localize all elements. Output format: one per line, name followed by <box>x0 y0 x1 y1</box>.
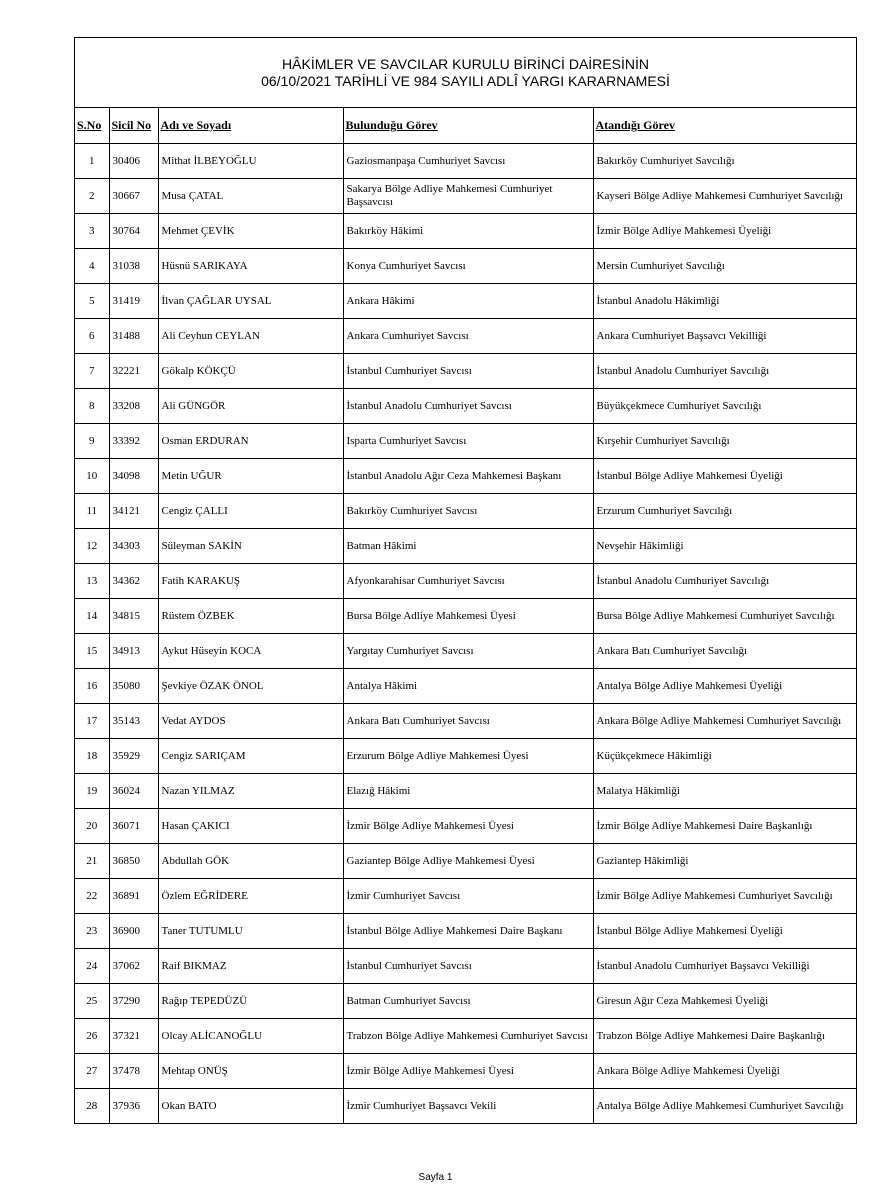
row-assigned-position: İstanbul Anadolu Hâkimliği <box>593 284 856 319</box>
row-assigned-position: İstanbul Anadolu Cumhuriyet Başsavcı Vekilliği <box>593 949 856 984</box>
row-assigned-position: Ankara Batı Cumhuriyet Savcılığı <box>593 634 856 669</box>
row-name: Rağıp TEPEDÜZÜ <box>158 984 343 1019</box>
row-sicil-no: 33392 <box>109 424 158 459</box>
row-sno: 6 <box>75 319 109 354</box>
table-row <box>75 249 856 284</box>
row-sno: 17 <box>75 704 109 739</box>
table-row <box>75 214 856 249</box>
row-sno: 22 <box>75 879 109 914</box>
row-sno: 16 <box>75 669 109 704</box>
row-sno: 19 <box>75 774 109 809</box>
row-name: Mehmet ÇEVİK <box>158 214 343 249</box>
row-name: Fatih KARAKUŞ <box>158 564 343 599</box>
row-name: Abdullah GÖK <box>158 844 343 879</box>
row-sicil-no: 37062 <box>109 949 158 984</box>
row-name: Aykut Hüseyin KOCA <box>158 634 343 669</box>
row-current-position: İzmir Bölge Adliye Mahkemesi Üyesi <box>343 809 593 844</box>
row-name: Olcay ALİCANOĞLU <box>158 1019 343 1054</box>
page-number: Sayfa 1 <box>418 1172 453 1183</box>
row-assigned-position: Kırşehir Cumhuriyet Savcılığı <box>593 424 856 459</box>
row-assigned-position: Antalya Bölge Adliye Mahkemesi Cumhuriyet Savcılığı <box>593 1089 856 1124</box>
row-sno: 3 <box>75 214 109 249</box>
table-row <box>75 424 856 459</box>
table-row <box>75 1054 856 1089</box>
row-current-position: Gaziosmanpaşa Cumhuriyet Savcısı <box>343 144 593 179</box>
table-row <box>75 634 856 669</box>
row-current-position: İzmir Bölge Adliye Mahkemesi Üyesi <box>343 1054 593 1089</box>
row-assigned-position: Ankara Bölge Adliye Mahkemesi Cumhuriyet Savcılığı <box>593 704 856 739</box>
decree-frame <box>74 37 857 1124</box>
row-sno: 20 <box>75 809 109 844</box>
row-assigned-position: Mersin Cumhuriyet Savcılığı <box>593 249 856 284</box>
row-name: Süleyman SAKİN <box>158 529 343 564</box>
row-name: Vedat AYDOS <box>158 704 343 739</box>
row-name: Gökalp KÖKÇÜ <box>158 354 343 389</box>
row-sno: 23 <box>75 914 109 949</box>
row-name: Taner TUTUMLU <box>158 914 343 949</box>
row-current-position: İstanbul Bölge Adliye Mahkemesi Daire Başkanı <box>343 914 593 949</box>
row-current-position: İstanbul Anadolu Cumhuriyet Savcısı <box>343 389 593 424</box>
row-assigned-position: İstanbul Anadolu Cumhuriyet Savcılığı <box>593 564 856 599</box>
row-current-position: Ankara Cumhuriyet Savcısı <box>343 319 593 354</box>
row-sicil-no: 30764 <box>109 214 158 249</box>
row-assigned-position: İstanbul Bölge Adliye Mahkemesi Üyeliği <box>593 914 856 949</box>
row-sno: 9 <box>75 424 109 459</box>
row-assigned-position: Trabzon Bölge Adliye Mahkemesi Daire Başkanlığı <box>593 1019 856 1054</box>
table-row <box>75 529 856 564</box>
row-sno: 10 <box>75 459 109 494</box>
table-row <box>75 144 856 179</box>
row-current-position: İstanbul Cumhuriyet Savcısı <box>343 354 593 389</box>
row-name: Metin UĞUR <box>158 459 343 494</box>
row-sicil-no: 36850 <box>109 844 158 879</box>
header-current-position: Bulunduğu Görev <box>343 108 593 144</box>
row-sno: 8 <box>75 389 109 424</box>
row-current-position: Bursa Bölge Adliye Mahkemesi Üyesi <box>343 599 593 634</box>
row-assigned-position: İstanbul Bölge Adliye Mahkemesi Üyeliği <box>593 459 856 494</box>
row-current-position: Sakarya Bölge Adliye Mahkemesi Cumhuriyet Başsavcısı <box>343 179 593 214</box>
row-name: Osman ERDURAN <box>158 424 343 459</box>
row-assigned-position: Giresun Ağır Ceza Mahkemesi Üyeliği <box>593 984 856 1019</box>
row-sno: 27 <box>75 1054 109 1089</box>
row-sicil-no: 35929 <box>109 739 158 774</box>
row-sno: 2 <box>75 179 109 214</box>
row-current-position: Erzurum Bölge Adliye Mahkemesi Üyesi <box>343 739 593 774</box>
row-assigned-position: İzmir Bölge Adliye Mahkemesi Daire Başkanlığı <box>593 809 856 844</box>
document-title <box>75 38 856 108</box>
row-sicil-no: 34362 <box>109 564 158 599</box>
row-current-position: Gaziantep Bölge Adliye Mahkemesi Üyesi <box>343 844 593 879</box>
row-name: Mithat İLBEYOĞLU <box>158 144 343 179</box>
row-current-position: Isparta Cumhuriyet Savcısı <box>343 424 593 459</box>
table-row <box>75 739 856 774</box>
row-sicil-no: 36024 <box>109 774 158 809</box>
row-sno: 7 <box>75 354 109 389</box>
row-sno: 24 <box>75 949 109 984</box>
row-sicil-no: 34303 <box>109 529 158 564</box>
row-name: Cengiz SARIÇAM <box>158 739 343 774</box>
row-sno: 14 <box>75 599 109 634</box>
row-assigned-position: Nevşehir Hâkimliği <box>593 529 856 564</box>
row-assigned-position: Ankara Bölge Adliye Mahkemesi Üyeliği <box>593 1054 856 1089</box>
row-assigned-position: İzmir Bölge Adliye Mahkemesi Cumhuriyet Savcılığı <box>593 879 856 914</box>
table-row <box>75 914 856 949</box>
row-current-position: Bakırköy Cumhuriyet Savcısı <box>343 494 593 529</box>
row-current-position: İzmir Cumhuriyet Başsavcı Vekili <box>343 1089 593 1124</box>
row-sicil-no: 35143 <box>109 704 158 739</box>
row-name: İlvan ÇAĞLAR UYSAL <box>158 284 343 319</box>
row-assigned-position: Erzurum Cumhuriyet Savcılığı <box>593 494 856 529</box>
row-sno: 18 <box>75 739 109 774</box>
row-current-position: Batman Hâkimi <box>343 529 593 564</box>
header-assigned-position: Atandığı Görev <box>593 108 856 144</box>
row-sicil-no: 37478 <box>109 1054 158 1089</box>
row-current-position: İzmir Cumhuriyet Savcısı <box>343 879 593 914</box>
header-name: Adı ve Soyadı <box>158 108 343 144</box>
row-sno: 13 <box>75 564 109 599</box>
row-sno: 4 <box>75 249 109 284</box>
row-sicil-no: 34098 <box>109 459 158 494</box>
row-name: Mehtap ONÜŞ <box>158 1054 343 1089</box>
row-current-position: Ankara Hâkimi <box>343 284 593 319</box>
table-row <box>75 879 856 914</box>
table-row <box>75 179 856 214</box>
table-row <box>75 984 856 1019</box>
table-row <box>75 704 856 739</box>
table-row <box>75 354 856 389</box>
row-assigned-position: Büyükçekmece Cumhuriyet Savcılığı <box>593 389 856 424</box>
row-current-position: İstanbul Anadolu Ağır Ceza Mahkemesi Başkanı <box>343 459 593 494</box>
row-current-position: Batman Cumhuriyet Savcısı <box>343 984 593 1019</box>
row-sicil-no: 31038 <box>109 249 158 284</box>
row-sicil-no: 34913 <box>109 634 158 669</box>
row-current-position: Antalya Hâkimi <box>343 669 593 704</box>
table-row <box>75 809 856 844</box>
row-current-position: Afyonkarahisar Cumhuriyet Savcısı <box>343 564 593 599</box>
row-name: Nazan YILMAZ <box>158 774 343 809</box>
table-row <box>75 284 856 319</box>
row-assigned-position: Gaziantep Hâkimliği <box>593 844 856 879</box>
row-assigned-position: Küçükçekmece Hâkimliği <box>593 739 856 774</box>
table-row <box>75 949 856 984</box>
row-name: Ali Ceyhun CEYLAN <box>158 319 343 354</box>
appointments-table <box>75 108 856 1123</box>
table-row <box>75 494 856 529</box>
row-assigned-position: Antalya Bölge Adliye Mahkemesi Üyeliği <box>593 669 856 704</box>
row-name: Ali GÜNGÖR <box>158 389 343 424</box>
row-assigned-position: İzmir Bölge Adliye Mahkemesi Üyeliği <box>593 214 856 249</box>
row-sicil-no: 30406 <box>109 144 158 179</box>
row-sno: 21 <box>75 844 109 879</box>
row-assigned-position: Kayseri Bölge Adliye Mahkemesi Cumhuriyet Savcılığı <box>593 179 856 214</box>
row-assigned-position: Ankara Cumhuriyet Başsavcı Vekilliği <box>593 319 856 354</box>
table-row <box>75 1089 856 1124</box>
row-sicil-no: 30667 <box>109 179 158 214</box>
table-header-row <box>75 108 856 144</box>
row-sno: 15 <box>75 634 109 669</box>
row-name: Şevkiye ÖZAK ÖNOL <box>158 669 343 704</box>
row-current-position: Elazığ Hâkimi <box>343 774 593 809</box>
row-sicil-no: 37290 <box>109 984 158 1019</box>
table-row <box>75 1019 856 1054</box>
row-assigned-position: İstanbul Anadolu Cumhuriyet Savcılığı <box>593 354 856 389</box>
title-line-2: 06/10/2021 TARİHLİ VE 984 SAYILI ADLÎ YARGI KARARNAMESİ <box>261 72 670 89</box>
table-row <box>75 564 856 599</box>
row-name: Raif BIKMAZ <box>158 949 343 984</box>
row-name: Okan BATO <box>158 1089 343 1124</box>
row-sno: 1 <box>75 144 109 179</box>
row-assigned-position: Bursa Bölge Adliye Mahkemesi Cumhuriyet Savcılığı <box>593 599 856 634</box>
row-current-position: Trabzon Bölge Adliye Mahkemesi Cumhuriyet Savcısı <box>343 1019 593 1054</box>
row-sicil-no: 36071 <box>109 809 158 844</box>
title-line-1: HÂKİMLER VE SAVCILAR KURULU BİRİNCİ DAİRESİNİN <box>282 55 649 72</box>
row-sicil-no: 36891 <box>109 879 158 914</box>
table-row <box>75 669 856 704</box>
row-sno: 28 <box>75 1089 109 1124</box>
row-name: Musa ÇATAL <box>158 179 343 214</box>
row-name: Hasan ÇAKICI <box>158 809 343 844</box>
table-row <box>75 599 856 634</box>
row-sno: 5 <box>75 284 109 319</box>
row-current-position: İstanbul Cumhuriyet Savcısı <box>343 949 593 984</box>
header-sno: S.No <box>75 108 109 144</box>
row-sno: 11 <box>75 494 109 529</box>
table-row <box>75 459 856 494</box>
row-sno: 12 <box>75 529 109 564</box>
row-current-position: Konya Cumhuriyet Savcısı <box>343 249 593 284</box>
row-name: Özlem EĞRİDERE <box>158 879 343 914</box>
row-sno: 25 <box>75 984 109 1019</box>
row-current-position: Yargıtay Cumhuriyet Savcısı <box>343 634 593 669</box>
table-row <box>75 319 856 354</box>
row-sicil-no: 31488 <box>109 319 158 354</box>
row-current-position: Bakırköy Hâkimi <box>343 214 593 249</box>
row-assigned-position: Bakırköy Cumhuriyet Savcılığı <box>593 144 856 179</box>
row-name: Rüstem ÖZBEK <box>158 599 343 634</box>
table-row <box>75 389 856 424</box>
row-sicil-no: 36900 <box>109 914 158 949</box>
row-sicil-no: 35080 <box>109 669 158 704</box>
row-sicil-no: 33208 <box>109 389 158 424</box>
row-sicil-no: 37936 <box>109 1089 158 1124</box>
row-name: Cengiz ÇALLI <box>158 494 343 529</box>
row-sno: 26 <box>75 1019 109 1054</box>
row-name: Hüsnü SARIKAYA <box>158 249 343 284</box>
row-sicil-no: 34121 <box>109 494 158 529</box>
row-assigned-position: Malatya Hâkimliği <box>593 774 856 809</box>
row-sicil-no: 37321 <box>109 1019 158 1054</box>
header-sicil-no: Sicil No <box>109 108 158 144</box>
row-sicil-no: 34815 <box>109 599 158 634</box>
table-row <box>75 844 856 879</box>
row-sicil-no: 31419 <box>109 284 158 319</box>
table-row <box>75 774 856 809</box>
row-sicil-no: 32221 <box>109 354 158 389</box>
row-current-position: Ankara Batı Cumhuriyet Savcısı <box>343 704 593 739</box>
